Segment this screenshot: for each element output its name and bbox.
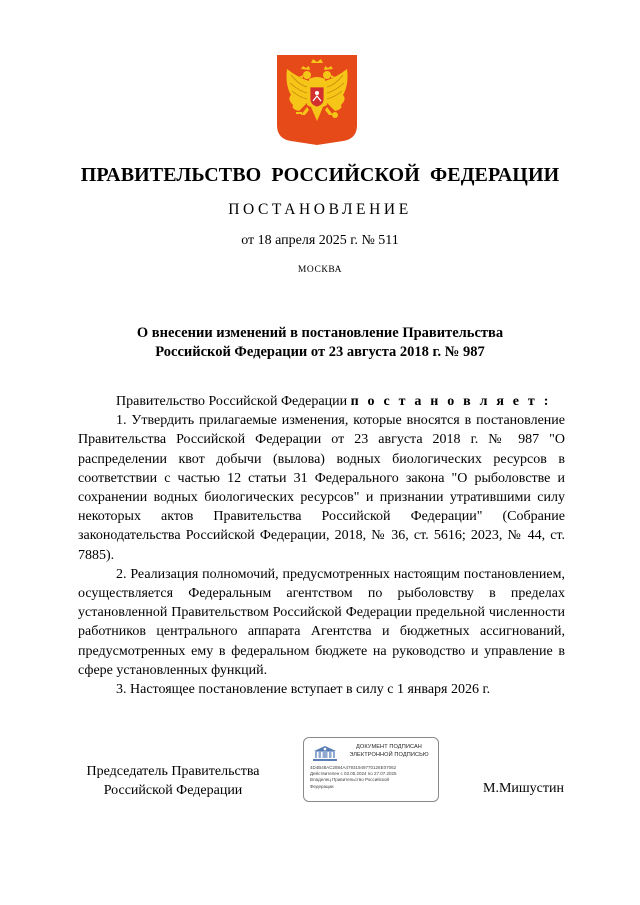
paragraph-1: 1. Утвердить прилагаемые изменения, которые вносятся в постановление Правительства Российской Федерации от 23 августа 2018 г. № 987 "О распределении квот добычи (вылова) водных биологических ресурсов в соответствии с частью 12 статьи 31 Федерального закона "О рыболовстве и сохранении водных биологических ресурсов" и признании утратившими силу некоторых актов Правительства Российской Федерации" (Собрание законодательства Российской Федерации, 2018, № 36, ст. 5616; 2023, № 44, ст. 7885).: [78, 413, 565, 563]
stamp-title-line-2: ЭЛЕКТРОННОЙ ПОДПИСЬЮ: [349, 751, 429, 758]
document-type: ПОСТАНОВЛЕНИЕ: [228, 201, 412, 218]
stamp-owner-line-1: Владелец Правительство Российской: [310, 777, 390, 783]
signatory-name: М.Мишустин: [483, 781, 564, 796]
document-date-number: от 18 апреля 2025 г. № 511: [241, 233, 399, 248]
stamp-details: [310, 765, 436, 790]
document-subject: [60, 324, 580, 362]
electronic-signature-stamp: [303, 737, 439, 802]
coat-of-arms-icon: [311, 744, 339, 762]
signatory-role-line-1: Председатель Правительства: [86, 764, 260, 779]
signatory-role: [68, 762, 278, 800]
paragraph-3: 3. Настоящее постановление вступает в силу с 1 января 2026 г.: [116, 682, 491, 698]
signatory-role-line-2: Российской Федерации: [103, 783, 243, 798]
coat-of-arms-emblem: [277, 55, 357, 145]
intro-paragraph: [78, 392, 565, 411]
intro-verb: п о с т а н о в л я е т :: [350, 394, 552, 409]
document-body: [78, 392, 565, 699]
stamp-validity: Действителен с 03.05.2024 по 27.07.2025: [310, 771, 397, 777]
government-title: ПРАВИТЕЛЬСТВО РОССИЙСКОЙ ФЕДЕРАЦИИ: [80, 164, 560, 186]
stamp-certificate: 4D4B48AC2884A47931949770126E07062: [310, 765, 397, 770]
stamp-logo: [311, 744, 339, 762]
intro-prefix: Правительство Российской Федерации: [116, 394, 348, 409]
stamp-title: [342, 744, 436, 759]
document-city: МОСКВА: [297, 265, 343, 275]
coat-of-arms-icon: [277, 55, 357, 145]
subject-line-2: Российской Федерации от 23 августа 2018 г. № 987: [155, 344, 485, 360]
stamp-owner-line-2: Федерации: [310, 783, 334, 789]
subject-line-1: О внесении изменений в постановление Правительства: [136, 325, 504, 341]
stamp-title-line-1: ДОКУМЕНТ ПОДПИСАН: [356, 744, 422, 750]
paragraph-2: 2. Реализация полномочий, предусмотренных настоящим постановлением, осуществляется Федеральным агентством по рыболовству в пределах установленной Правительством Российской Федерации предельной численности работников центрального аппарата Агентства и бюджетных ассигнований, предусмотренных ему в федеральном бюджете на руководство и управление в сфере установленных функций.: [78, 566, 565, 678]
